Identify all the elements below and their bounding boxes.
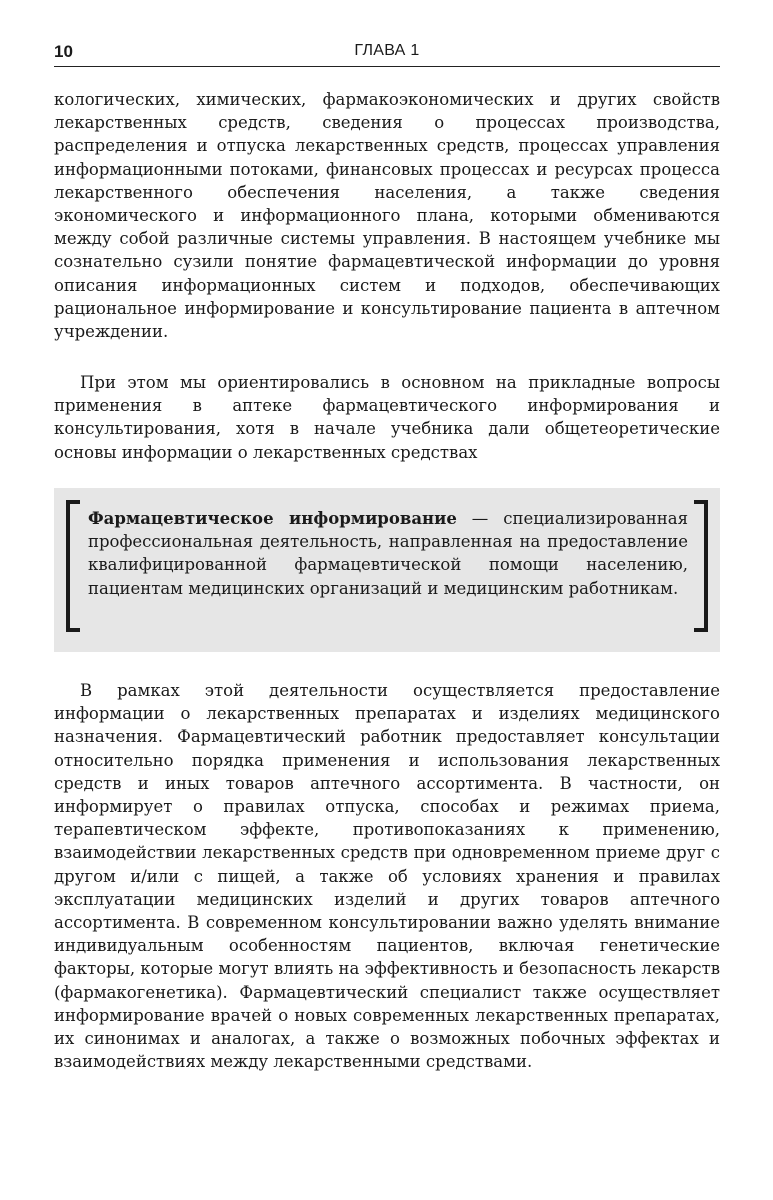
left-bracket	[66, 500, 80, 632]
right-bracket	[694, 500, 708, 632]
paragraph-1: кологических, химических, фармакоэкономических и других свойств лекарственных средств, сведения о процессах производства, распределения и отпуска лекарственных средств, процессах управления информационными потоками, финансовых процессах и ресурсах процесса лекарственного обеспечения населения, а также сведения экономического и информационного плана, которыми обмениваются между собой различные системы управления. В настоящем учебнике мы сознательно сузили понятие фармацевтической информации до уровня описания информационных систем и подходов, обеспечивающих рациональное информирование и консультирование пациента в аптечном учреждении.	[54, 90, 720, 342]
chapter-title: ГЛАВА 1	[354, 42, 420, 59]
page-header	[54, 38, 720, 67]
definition-box	[54, 488, 720, 652]
paragraph-2: При этом мы ориентировались в основном на прикладные вопросы применения в аптеке фармацевтического информирования и консультирования, хотя в начале учебника дали общетеоретические основы информации о лекарственных средствах	[54, 373, 720, 462]
definition-term: Фармацевтическое информирование	[88, 509, 457, 528]
paragraph-3: В рамках этой деятельности осуществляется предоставление информации о лекарственных препаратах и изделиях медицинского назначения. Фармацевтический работник предоставляет консультации относительно порядка применения и использования лекарственных средств и иных товаров аптечного ассортимента. В частности, он информирует о правилах отпуска, способах и режимах приема, терапевтическом эффекте, противопоказаниях к применению, взаимодействии лекарственных средств при одновременном приеме друг с другом и/или с пищей, а также об условиях хранения и правилах эксплуатации медицинских изделий и других товаров аптечного ассортимента. В современном консультировании важно уделять внимание индивидуальным особенностям пациентов, включая генетические факторы, которые могут влиять на эффективность и безопасность лекарств (фармакогенетика). Фармацевтический специалист также осуществляет информирование врачей о новых современных лекарственных препаратах, их синонимах и аналогах, а также о возможных побочных эффектах и взаимодействиях между лекарственными средствами.	[54, 681, 720, 1072]
page-number: 10	[54, 42, 73, 61]
definition-body: — специализированная профессиональная деятельность, направленная на предоставление квалифицированной фармацевтической помощи населению, пациентам медицинских организаций и медицинским работникам.	[88, 509, 689, 598]
definition-text	[88, 507, 688, 600]
